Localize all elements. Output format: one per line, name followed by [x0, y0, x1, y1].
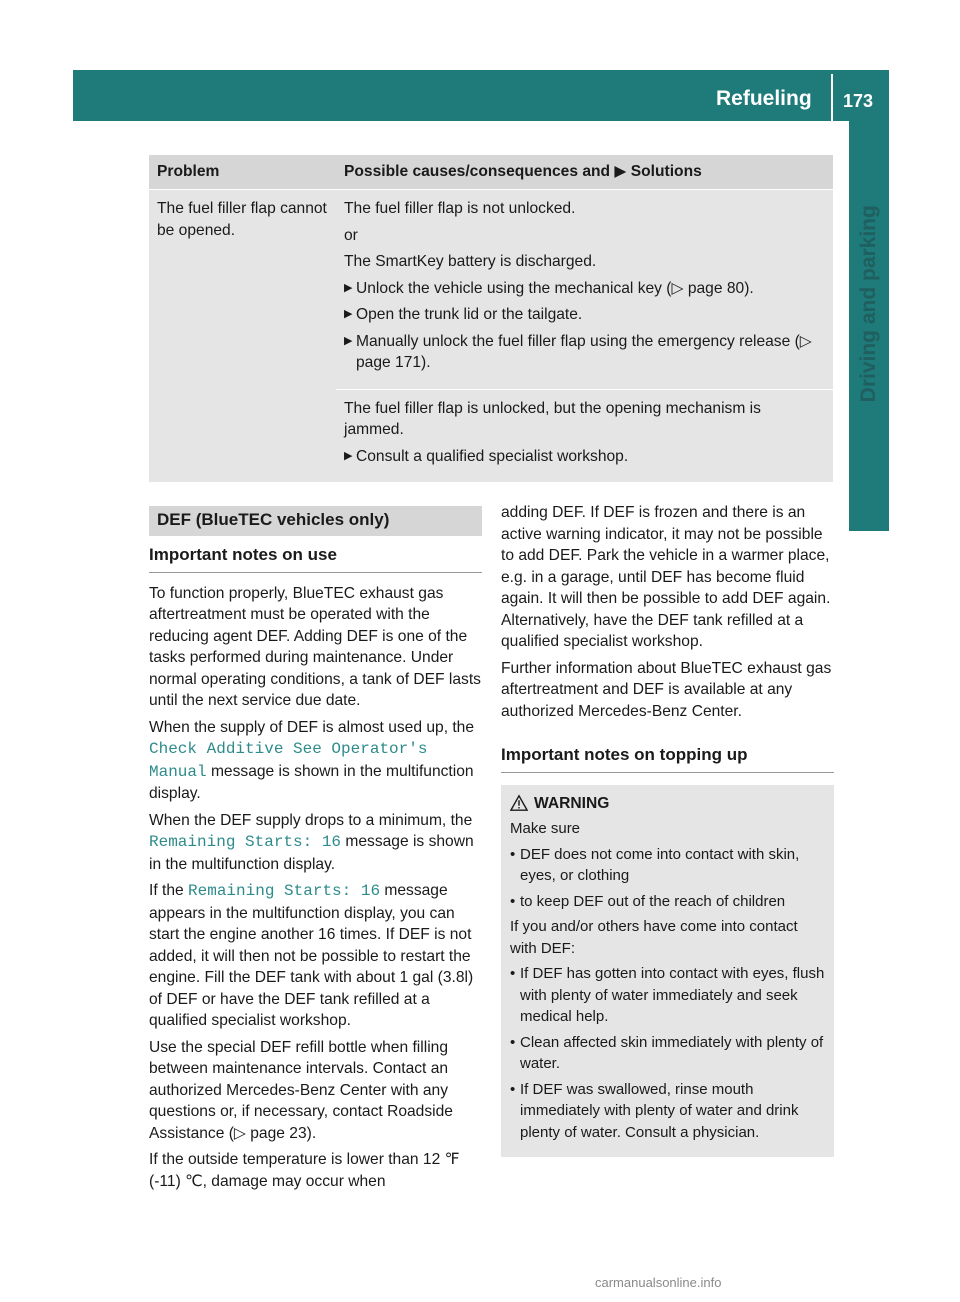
cause-block [336, 389, 833, 483]
paragraph: adding DEF. If DEF is frozen and there is an active warning indicator, it may not be possible to add DEF. Park the vehicle in a warmer place, e.g. in a garage, until DEF has become fluid again. It will then be possible to add DEF again. Alternatively, have the DEF tank refilled at a qualified specialist workshop. [501, 504, 831, 650]
display-message: Remaining Starts: 16 [188, 882, 381, 900]
header-divider [831, 74, 833, 121]
solutions-cell [336, 190, 833, 482]
paragraph: Further information about BlueTEC exhaust gas aftertreatment and DEF is available at any authorized Mercedes-Benz Center. [501, 659, 832, 720]
warning-bullet: • If DEF has gotten into contact with eyes, flush with plenty of water immediately and seek medical help. [510, 965, 825, 1025]
paragraph: When the DEF supply drops to a minimum, the Remaining Starts: 16 message is shown in the multifunction display. [149, 811, 474, 873]
problem-table [149, 155, 833, 482]
solution-step: ▶ Consult a qualified specialist workshop. [344, 446, 825, 468]
right-column [501, 502, 834, 1157]
cause-text: The fuel filler flap is not unlocked. [344, 200, 576, 217]
display-message: Check Additive See Operator's Manual [149, 740, 428, 781]
paragraph: If the Remaining Starts: 16 message appears in the multifunction display, you can start the engine another 16 times. If DEF is not added, it will then not be possible to restart the engine. Fill the DEF tank with about 1 gal (3.8l) of DEF or have the DEF tank refilled at a qualified specialist workshop. [149, 882, 474, 1029]
solution-step: ▶ Unlock the vehicle using the mechanical key (▷ page 80). [344, 278, 825, 300]
table-row [149, 189, 833, 482]
watermark: carmanualsonline.info [595, 1275, 722, 1290]
warning-bullet: • Clean affected skin immediately with plenty of water. [510, 1033, 824, 1072]
paragraph: If the outside temperature is lower than 12 ℉ (‑11) ℃, damage may occur when [149, 1151, 460, 1190]
left-column [149, 506, 482, 1197]
paragraph: Use the special DEF refill bottle when filling between maintenance intervals. Contact an authorized Mercedes-Benz Center with any questions or, if necessary, contact Roadside Assistance (▷ page 23). [149, 1038, 453, 1142]
subheading: Important notes on topping up [501, 736, 834, 773]
warning-bullet: • DEF does not come into contact with skin, eyes, or clothing [510, 845, 800, 884]
subheading: Important notes on use [149, 536, 482, 573]
cause-text: The SmartKey battery is discharged. [344, 253, 597, 270]
paragraph: To function properly, BlueTEC exhaust gas aftertreatment must be operated with the reducing agent DEF. Adding DEF is one of the tasks performed during maintenance. Under normal operating conditions, a tank of DEF lasts until the next service due date. [149, 584, 481, 709]
warning-bullet: • If DEF was swallowed, rinse mouth immediately with plenty of water and drink plenty of water. Consult a physician. [510, 1080, 799, 1141]
section-heading: DEF (BlueTEC vehicles only) [149, 506, 482, 536]
warning-text: If you and/or others have come into contact with DEF: [510, 918, 798, 957]
cause-text: The fuel filler flap is unlocked, but the opening mechanism is jammed. [344, 399, 761, 438]
header-solutions: Possible causes/consequences and ▶ Solutions [344, 163, 702, 181]
solution-step: ▶ Manually unlock the fuel filler flap using the emergency release (▷ page 171). [344, 331, 825, 374]
arrow-icon: ▶ [344, 308, 353, 320]
header-problem: Problem [157, 163, 220, 181]
cause-or: or [344, 226, 358, 244]
table-header [149, 155, 833, 189]
arrow-icon: ▶ [344, 281, 353, 294]
warning-box [501, 785, 834, 1158]
problem-cell: The fuel filler flap cannot be opened. [157, 200, 327, 239]
solution-step: ▶ Open the trunk lid or the tailgate. [344, 304, 825, 326]
warning-triangle-icon [510, 794, 528, 812]
chapter-title: Refueling [716, 87, 812, 110]
warning-bullet: • to keep DEF out of the reach of children [510, 892, 786, 910]
arrow-icon: ▶ [344, 334, 353, 347]
warning-title: WARNING [510, 793, 826, 815]
paragraph: When the supply of DEF is almost used up, the Check Additive See Operator's Manual message is shown in the multifunction display. [149, 718, 475, 802]
cause-block [336, 190, 833, 389]
side-tab-block [849, 486, 889, 531]
warning-text: Make sure [510, 820, 581, 837]
display-message: Remaining Starts: 16 [149, 833, 342, 851]
arrow-icon: ▶ [344, 449, 353, 462]
page-number: 173 [843, 91, 874, 111]
side-tab-label: Driving and parking [857, 204, 881, 403]
